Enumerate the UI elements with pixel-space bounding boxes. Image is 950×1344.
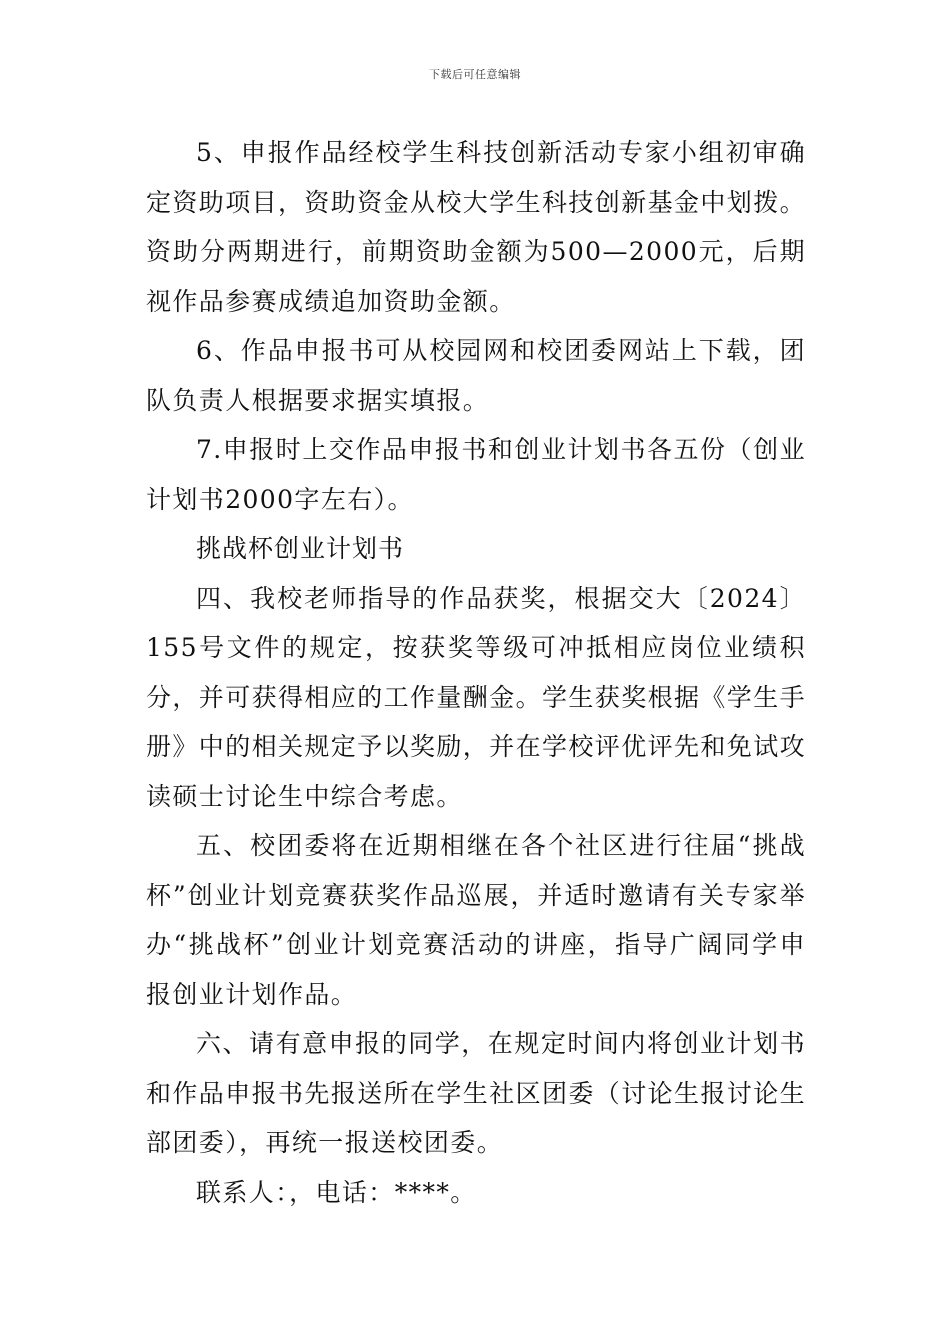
paragraph-exhibition: 五、校团委将在近期相继在各个社区进行往届“挑战杯”创业计划竞赛获奖作品巡展，并适时邀请有关专家举办“挑战杯”创业计划竞赛活动的讲座，指导广阔同学申报创业计划作品。	[146, 831, 806, 1009]
section-heading: 挑战杯创业计划书	[196, 534, 405, 563]
paragraph-application: 六、请有意申报的同学，在规定时间内将创业计划书和作品申报书先报送所在学生社区团委（讨论生报讨论生部团委），再统一报送校团委。	[146, 1029, 807, 1157]
paragraph-download: 6、作品申报书可从校园网和校团委网站上下载，团队负责人根据要求据实填报。	[146, 336, 806, 415]
page-header: 下载后可任意编辑	[429, 68, 521, 81]
paragraph-contact: 联系人：，电话：****。	[196, 1177, 477, 1207]
document-body	[146, 128, 806, 1217]
paragraph-submission: 7.申报时上交作品申报书和创业计划书各五份（创业计划书2000字左右）。	[146, 435, 806, 514]
paragraph-funding: 5、申报作品经校学生科技创新活动专家小组初审确定资助项目，资助资金从校大学生科技创新基金中划拨。资助分两期进行，前期资助金额为500—2000元，后期视作品参赛成绩追加资助金额。	[146, 138, 807, 316]
paragraph-awards: 四、我校老师指导的作品获奖，根据交大〔2024〕155号文件的规定，按获奖等级可冲抵相应岗位业绩积分，并可获得相应的工作量酬金。学生获奖根据《学生手册》中的相关规定予以奖励，并在学校评优评先和免试攻读硕士讨论生中综合考虑。	[146, 583, 807, 811]
